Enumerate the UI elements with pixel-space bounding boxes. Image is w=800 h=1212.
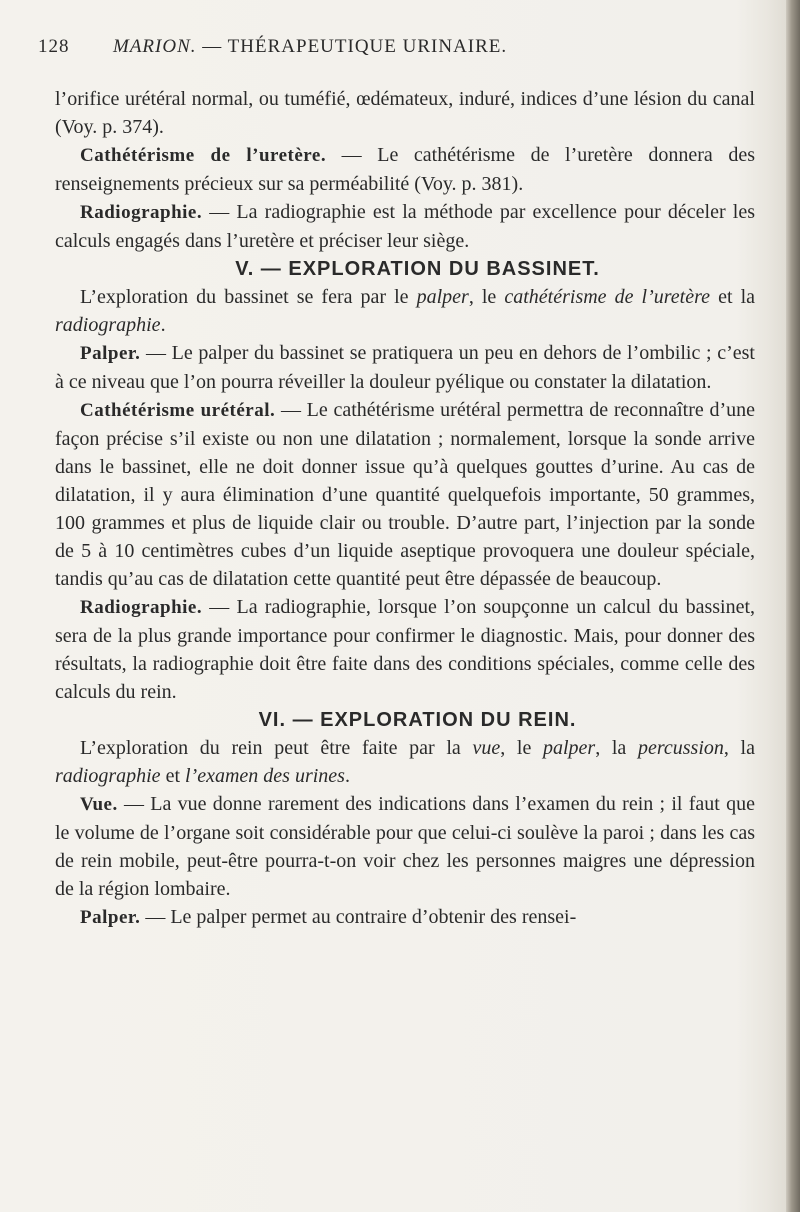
page-content <box>55 85 755 932</box>
text-run: , le <box>500 737 543 759</box>
section-title-rein: VI. — EXPLORATION DU REIN. <box>258 709 577 731</box>
paragraph-lead: Cathétérisme urétéral. <box>80 400 276 421</box>
paragraph-lead: Palper. <box>80 343 141 364</box>
paragraph-text: — Le cathétérisme urétéral permettra de reconnaître d’une façon précise s’il existe ou non une dilatation ; normalement, lorsque la sonde arrive dans le bassinet, elle ne doit donner issue qu’à quelques gouttes d’urine. Au cas de dilatation, il y aura élimination d’une quantité quelquefois importante, 50 grammes, 100 grammes et plus de liquide clair ou trouble. D’autre part, l’injection par la sonde de 5 à 10 centimètres cubes d’un liquide aseptique provoquera une douleur spéciale, tandis qu’au cas de dilatation cette quantité peut être dépassée de beaucoup. <box>55 399 755 590</box>
italic-term: l’examen des urines <box>185 765 345 787</box>
paragraph-palper-rein <box>55 903 755 932</box>
paragraph-lead: Cathétérisme de l’uretère. <box>80 145 327 166</box>
text-run: . <box>344 765 350 787</box>
italic-term: cathétérisme de l’uretère <box>504 286 711 308</box>
text-run: et <box>160 765 185 787</box>
text-run: et la <box>710 286 755 308</box>
section-title-bassinet: V. — EXPLORATION DU BASSINET. <box>235 258 600 280</box>
paragraph-text: — La radiographie est la méthode par excellence pour déceler les calculs engagés dans l’uretère et préciser leur siège. <box>55 201 755 252</box>
paragraph-lead: Radiographie. <box>80 202 203 223</box>
text-run: . <box>160 314 166 336</box>
text-run: , le <box>468 286 505 308</box>
text-run: , la <box>723 737 755 759</box>
paragraph-text: — La radiographie, lorsque l’on soupçonne un calcul du bassinet, sera de la plus grande importance pour confirmer le diagnostic. Mais, pour donner des résultats, la radiographie doit être faite dans des conditions spéciales, comme celle des calculs du rein. <box>55 596 755 703</box>
italic-term: vue <box>472 737 501 759</box>
page-number: 128 <box>38 36 70 57</box>
italic-term: radiographie <box>55 314 161 336</box>
running-header <box>38 28 753 64</box>
paragraph-text: — La vue donne rarement des indications dans l’examen du rein ; il faut que le volume de l’organe soit considérable pour que celui-ci soulève la paroi ; dans les cas de rein mobile, peut-être pourra-t-on voir chez les personnes maigres une dépression de la région lombaire. <box>55 793 755 900</box>
paragraph-text: l’orifice urétéral normal, ou tuméfié, œdémateux, induré, indices d’une lésion du canal (Voy. p. 374). <box>55 88 755 138</box>
paragraph-bassinet-intro <box>55 283 755 339</box>
paragraph-text: — Le palper du bassinet se pratiquera un peu en dehors de l’ombilic ; c’est à ce niveau que l’on pourra réveiller la douleur pyélique ou constater la dilatation. <box>55 342 755 393</box>
italic-term: percussion <box>637 737 724 759</box>
paragraph-vue <box>55 790 755 903</box>
paragraph-lead: Palper. <box>80 907 141 928</box>
paragraph-lead: Vue. <box>80 794 118 815</box>
paragraph-rein-intro <box>55 734 755 790</box>
text-run: L’exploration du rein peut être faite par la <box>80 737 473 759</box>
paragraph-continuation <box>55 85 755 141</box>
page-edge-shadow <box>786 0 800 1212</box>
running-title <box>113 36 507 58</box>
paragraph-lead: Radiographie. <box>80 597 203 618</box>
text-run: L’exploration du bassinet se fera par le <box>80 286 417 308</box>
paragraph-text: — Le palper permet au contraire d’obtenir des rensei- <box>140 906 577 928</box>
paragraph-catheterism-ureteral <box>55 396 755 593</box>
author-name: MARION. <box>113 36 197 57</box>
paragraph-radiography-bassinet <box>55 593 755 706</box>
paragraph-palper-bassinet <box>55 339 755 396</box>
italic-term: radiographie <box>55 765 161 787</box>
paragraph-text: — Le cathétérisme de l’uretère donnera des renseignements précieux sur sa perméabilité (Voy. p. 381). <box>55 144 755 195</box>
text-run: , la <box>595 737 638 759</box>
italic-term: palper <box>542 737 596 759</box>
paragraph-catheterism-ureter <box>55 141 755 198</box>
book-title: — THÉRAPEUTIQUE URINAIRE. <box>202 36 508 57</box>
italic-term: palper <box>416 286 469 308</box>
paragraph-radiography-ureter <box>55 198 755 255</box>
